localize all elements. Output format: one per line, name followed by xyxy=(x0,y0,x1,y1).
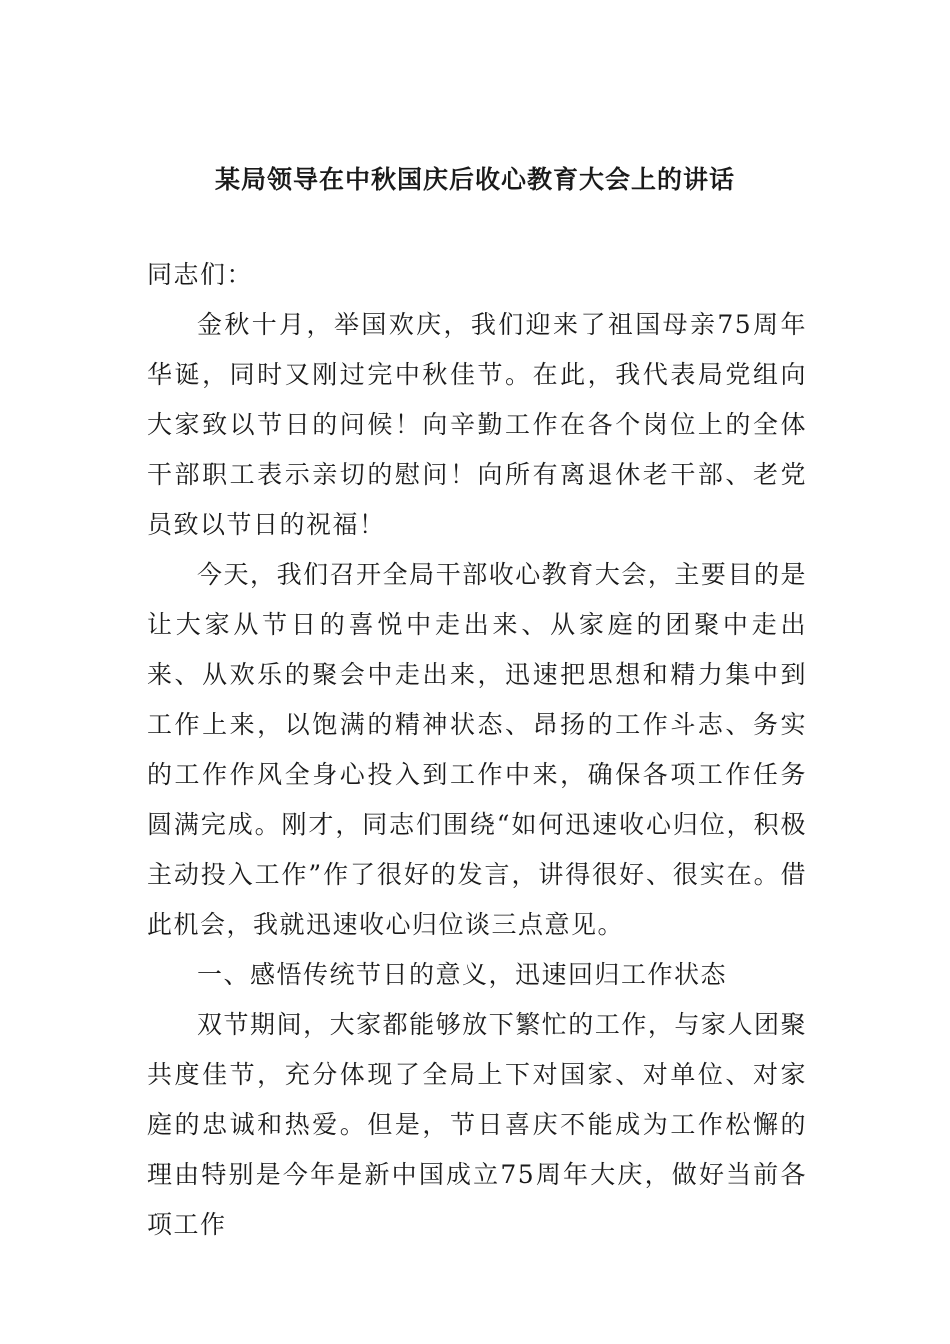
document-body xyxy=(147,250,807,1250)
document-title: 某局领导在中秋国庆后收心教育大会上的讲话 xyxy=(214,165,735,194)
salutation: 同志们： xyxy=(147,260,254,289)
paragraph-opening: 金秋十月，举国欢庆，我们迎来了祖国母亲75周年华诞，同时又刚过完中秋佳节。在此，我代表局党组向大家致以节日的问候！向辛勤工作在各个岗位上的全体干部职工表示亲切的慰问！向所有离退休老干部、老党员致以节日的祝福！ xyxy=(147,310,807,539)
section-heading-1: 一、感悟传统节日的意义，迅速回归工作状态 xyxy=(197,960,728,989)
paragraph-purpose: 今天，我们召开全局干部收心教育大会，主要目的是让大家从节日的喜悦中走出来、从家庭的团聚中走出来、从欢乐的聚会中走出来，迅速把思想和精力集中到工作上来，以饱满的精神状态、昂扬的工作斗志、务实的工作作风全身心投入到工作中来，确保各项工作任务圆满完成。刚才，同志们围绕“如何迅速收心归位，积极主动投入工作”作了很好的发言，讲得很好、很实在。借此机会，我就迅速收心归位谈三点意见。 xyxy=(147,560,807,939)
paragraph-section-1: 双节期间，大家都能够放下繁忙的工作，与家人团聚共度佳节，充分体现了全局上下对国家、对单位、对家庭的忠诚和热爱。但是，节日喜庆不能成为工作松懈的理由特别是今年是新中国成立75周年大庆，做好当前各项工作 xyxy=(147,1010,807,1239)
